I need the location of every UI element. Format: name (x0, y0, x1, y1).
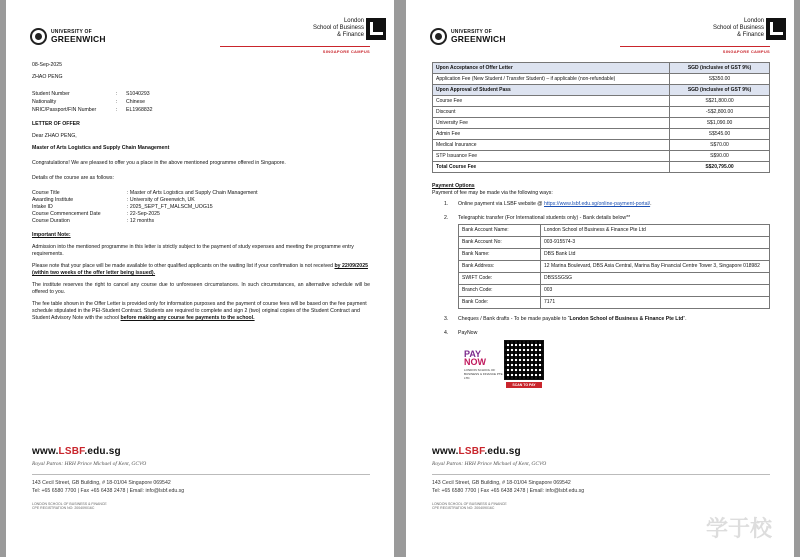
detail-label: Course Duration (32, 218, 70, 224)
fee-row: Medical Insurance S$70.00 (433, 140, 770, 151)
footer-registration: LONDON SCHOOL OF BUSINESS & FINANCE CPE REGISTRATION NO: 200409016C (32, 502, 107, 510)
bank-row: Bank Code: 7171 (459, 297, 770, 309)
field-label: Student Number (32, 91, 70, 97)
fee-row: Application Fee (New Student / Transfer Student) – if applicable (non-refundable) S$350.00 (433, 74, 770, 85)
footer-address-line: 143 Cecil Street, GB Building, # 18-01/04 Singapore 069542 (32, 480, 171, 486)
greenwich-seal-icon (30, 28, 47, 45)
bank-row: Branch Code: 003 (459, 285, 770, 297)
footer-patron: Royal Patron: HRH Prince Michael of Kent, GCVO (432, 461, 547, 467)
page-footer (432, 446, 770, 510)
footer-address-line: 143 Cecil Street, GB Building, # 18-01/04 Singapore 069542 (432, 480, 571, 486)
detail-row (32, 197, 370, 204)
bank-row: Bank Address: 12 Marina Boulevard, DBS Asia Central, Marina Bay Financial Centre Tower 3, Singapore 018982 (459, 261, 770, 273)
detail-row (32, 218, 370, 225)
fee-total-row: Total Course Fee S$20,795.00 (433, 162, 770, 173)
bank-row: Bank Account No: 003-915574-3 (459, 237, 770, 249)
fee-table (432, 62, 770, 173)
fees-body (432, 62, 770, 344)
detail-value: : Master of Arts Logistics and Supply Chain Management (127, 190, 258, 196)
detail-value: : University of Greenwich, UK (127, 197, 195, 203)
page-header (6, 0, 394, 66)
fee-row: STP Issuance Fee S$90.00 (433, 151, 770, 162)
bank-row: Bank Name: DBS Bank Ltd (459, 249, 770, 261)
fee-row: University Fee S$1,090.00 (433, 118, 770, 129)
detail-row (32, 211, 370, 218)
greenwich-logo (30, 28, 106, 45)
student-fields (32, 90, 370, 114)
page-header (406, 0, 794, 66)
payment-option: 1. Online payment via LSBF website @ https://www.lsbf.edu.sg/online-payment-portal/. (444, 201, 652, 207)
lsbf-line2: School of Business (312, 25, 364, 31)
recipient-name: ZHAO PENG (32, 74, 63, 80)
field-label: NRIC/Passport/FIN Number (32, 107, 97, 113)
footer-address (32, 474, 370, 495)
payment-option: 2. Telegraphic transfer (For International students only) - Bank details below** (444, 215, 631, 221)
detail-value: : 22-Sep-2025 (127, 211, 160, 217)
uog-line1: UNIVERSITY OF (451, 29, 492, 35)
field-label: Nationality (32, 99, 57, 105)
letter-date: 08-Sep-2025 (32, 62, 62, 68)
letter-body (32, 62, 370, 327)
detail-value: : 2025_SEPT_FT_MALSCM_UOG15 (127, 204, 213, 210)
bank-details (444, 224, 770, 309)
lsbf-line2: School of Business (712, 25, 764, 31)
note-heading: Important Note: (32, 232, 71, 238)
detail-label: Course Title (32, 190, 60, 196)
paynow-qr-code (504, 340, 544, 380)
lsbf-mark-icon (366, 18, 386, 40)
fee-row: Course Fee S$21,800.00 (433, 96, 770, 107)
detail-label: Awarding Institute (32, 197, 74, 203)
paynow-logo: PAY NOW LONDON SCHOOL OF BUSINESS & FINANCE PTE. LTD. (464, 349, 504, 380)
details-intro: Details of the course are as follows: (32, 175, 114, 181)
note-paragraph (32, 263, 370, 277)
payment-option: 4. PayNow (444, 330, 478, 336)
salutation: Dear ZHAO PENG, (32, 133, 77, 139)
payment-options (432, 183, 770, 337)
uog-line2: GREENWICH (51, 34, 106, 44)
watermark: 学于校 (705, 516, 772, 541)
letter-title: LETTER OF OFFER (32, 121, 80, 127)
field-value: EL1968832 (126, 107, 153, 113)
field-row: Student Number : S1040293 (32, 91, 150, 97)
fee-section-header: Upon Approval of Student Pass SGD (inclusive of GST 9%) (433, 85, 770, 96)
note-text: Please note that your place will be made available to other qualified applicants on the waiting list if your confirmation is not received (32, 263, 335, 269)
field-row: NRIC/Passport/FIN Number : EL1968832 (32, 107, 153, 113)
lsbf-mark-icon (766, 18, 786, 40)
note-text: The fee table shown in the Offer Letter is provided only for information purposes and the payment of course fees will be based on the fee payment schedule stipulated in the PEI-Student Contract. Students are required to complete and sign 2 (two) original copies of the Student Contract and Student Advisory Note with the school (32, 301, 367, 321)
detail-label: Intake ID (32, 204, 53, 210)
lsbf-line1: London (343, 18, 364, 24)
payment-intro: Payment of fee may be made via the following ways: (432, 190, 553, 196)
footer-website: www.LSBF.edu.sg (432, 446, 521, 457)
page-footer (32, 446, 370, 510)
greenwich-logo (430, 28, 506, 45)
fee-row: Admin Fee S$545.00 (433, 129, 770, 140)
bank-row: Bank Account Name: London School of Business & Finance Pte Ltd (459, 225, 770, 237)
lsbf-line1: London (743, 18, 764, 24)
bank-row: SWIFT Code: DBSSSGSG (459, 273, 770, 285)
note-paragraph: The institute reserves the right to cancel any course due to unforeseen circumstances. In such circumstances, an alternative schedule will be offered to you. (32, 282, 370, 295)
campus-label: SINGAPORE CAMPUS (620, 46, 770, 54)
footer-address (432, 474, 770, 495)
fee-row: Discount -S$2,800.00 (433, 107, 770, 118)
offer-letter-page-2 (406, 0, 794, 557)
bank-table (458, 224, 770, 309)
note-paragraph (32, 301, 370, 322)
payment-portal-link[interactable]: https://www.lsbf.edu.sg/online-payment-portal/ (544, 201, 651, 207)
course-details (32, 190, 370, 225)
congrats-text: Congratulations! We are pleased to offer you a place in the above mentioned programme offered in Singapore. (32, 160, 286, 166)
detail-label: Course Commencement Date (32, 211, 101, 217)
field-value: Chinese (126, 99, 146, 105)
payment-list (432, 201, 770, 337)
lsbf-line3: & Finance (336, 32, 364, 38)
footer-contact-line: Tel: +65 6580 7700 | Fax +65 6438 2478 | Email: info@lsbf.edu.sg (32, 488, 185, 494)
payment-option: 3. Cheques / Bank drafts - To be made payable to “London School of Business & Finance Pte Ltd”. (444, 316, 687, 322)
field-value: S1040293 (126, 91, 150, 97)
detail-row (32, 190, 370, 197)
note-deadline: by 22/09/2025 (within two weeks of the offer letter being issued). (32, 263, 368, 276)
note-emphasis: before making any course fee payments to the school. (120, 315, 255, 321)
uog-line2: GREENWICH (451, 34, 506, 44)
payment-heading: Payment Options (432, 183, 475, 189)
footer-website: www.LSBF.edu.sg (32, 446, 121, 457)
footer-registration: LONDON SCHOOL OF BUSINESS & FINANCE CPE REGISTRATION NO: 200409016C (432, 502, 507, 510)
footer-patron: Royal Patron: HRH Prince Michael of Kent, GCVO (32, 461, 147, 467)
greenwich-seal-icon (430, 28, 447, 45)
programme-name: Master of Arts Logistics and Supply Chain Management (32, 145, 170, 151)
field-row: Nationality : Chinese (32, 99, 146, 105)
footer-contact-line: Tel: +65 6580 7700 | Fax +65 6438 2478 | Email: info@lsbf.edu.sg (432, 488, 585, 494)
lsbf-line3: & Finance (736, 32, 764, 38)
campus-label: SINGAPORE CAMPUS (220, 46, 370, 54)
lsbf-logo (684, 18, 764, 39)
lsbf-logo (284, 18, 364, 39)
fee-section-header: Upon Acceptance of Offer Letter SGD (inclusive of GST 9%) (433, 63, 770, 74)
scan-to-pay-label: SCAN TO PAY (506, 382, 542, 388)
detail-row (32, 204, 370, 211)
note-paragraph: Admission into the mentioned programme in this letter is strictly subject to the payment of study expenses and meeting the programme entry requirements. (32, 244, 354, 257)
uog-line1: UNIVERSITY OF (51, 29, 92, 35)
detail-value: : 12 months (127, 218, 155, 224)
offer-letter-page-1 (6, 0, 394, 557)
